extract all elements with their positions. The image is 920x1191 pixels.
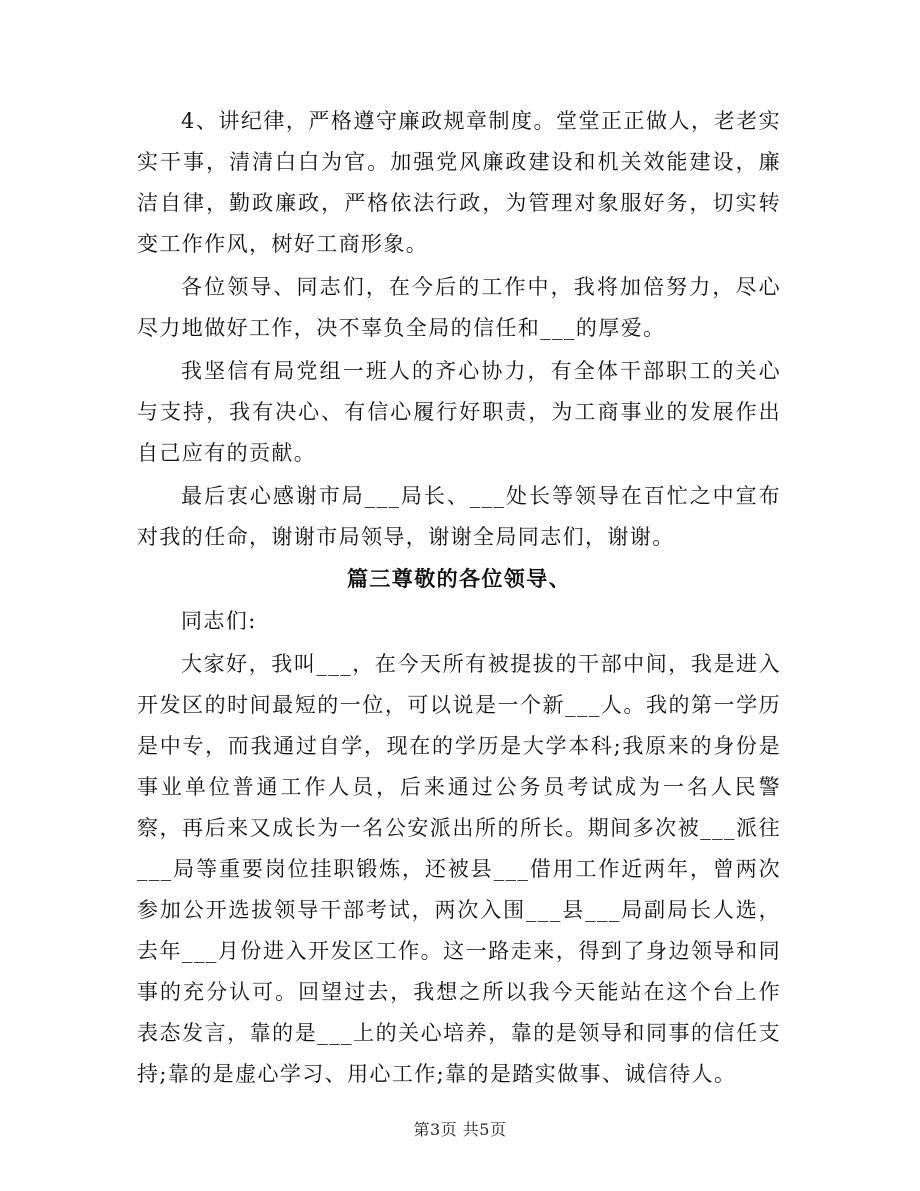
page-number: 第3页 共5页 bbox=[413, 1120, 507, 1139]
greeting: 同志们: bbox=[181, 609, 257, 633]
paragraph-introduction: 大家好，我叫___，在今天所有被提拔的干部中间，我是进入开发区的时间最短的一位，可以说是一个新___人。我的第一学历是中专，而我通过自学，现在的学历是大学本科;我原来的身份是事业单位普通工作人员，后来通过公务员考试成为一名人民警察，再后来又成长为一名公安派出所的所长。期间多次被___派往___局等重要岗位挂职锻炼，还被县___借用工作近两年，曾两次参加公开选拔领导干部考试，两次入围___县___局副局长人选，去年___月份进入开发区工作。这一路走来，得到了身边领导和同事的充分认可。回望过去，我想之所以我今天能站在这个台上作表态发言，靠的是___上的关心培养，靠的是领导和同事的信任支持;靠的是虚心学习、用心工作;靠的是踏实做事、诚信待人。 bbox=[137, 652, 781, 1086]
paragraph-thanks: 最后衷心感谢市局___局长、___处长等领导在百忙之中宣布对我的任命，谢谢市局领导，谢谢全局同志们，谢谢。 bbox=[137, 484, 781, 549]
paragraph-commitment: 各位领导、同志们，在今后的工作中，我将加倍努力，尽心尽力地做好工作，决不辜负全局的信任和___的厚爱。 bbox=[137, 275, 781, 340]
document-body bbox=[137, 101, 781, 1095]
paragraph-discipline: 4、讲纪律，严格遵守廉政规章制度。堂堂正正做人，老老实实干事，清清白白为官。加强党风廉政建设和机关效能建设，廉洁自律，勤政廉政，严格依法行政，为管理对象服好务，切实转变工作作风，树好工商形象。 bbox=[137, 109, 781, 256]
section-title: 篇三尊敬的各位领导、 bbox=[347, 566, 571, 591]
paragraph-confidence: 我坚信有局党组一班人的齐心协力，有全体干部职工的关心与支持，我有决心、有信心履行好职责，为工商事业的发展作出自己应有的贡献。 bbox=[137, 359, 781, 465]
